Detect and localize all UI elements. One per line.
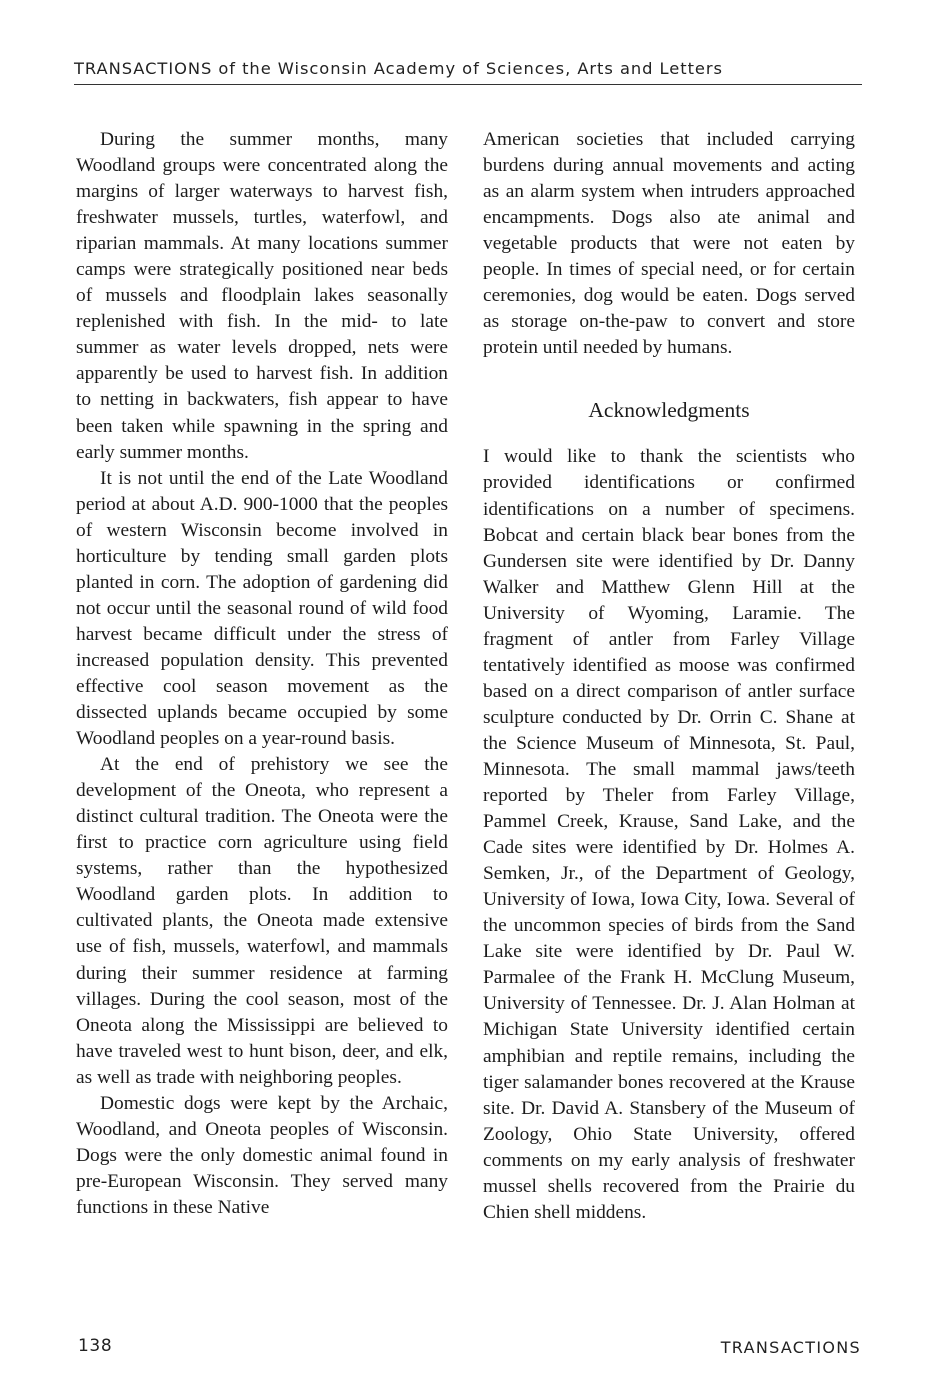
acknowledgments-heading: Acknowledgments <box>588 398 750 423</box>
running-header: TRANSACTIONS of the Wisconsin Academy of Sciences, Arts and Letters <box>74 59 723 78</box>
header-rule <box>74 84 862 85</box>
paragraph-woodland-summer: During the summer months, many Woodland groups were concentrated along the margins of larger waterways to harvest fish, freshwater mussels, turtles, waterfowl, and riparian mammals. At many locations summer camps were strategically positioned near beds of mussels and floodplain lakes seasonally replenished with fish. In the mid- to late summer as water levels dropped, nets were apparently be used to harvest fish. In addition to netting in backwaters, fish appear to have been taken while spawning in the spring and early summer months. <box>76 129 448 463</box>
paragraph-domestic-dogs: Domestic dogs were kept by the Archaic, Woodland, and Oneota peoples of Wisconsin. Dogs were the only domestic animal found in pre-European Wisconsin. They served many functions in these Native <box>76 1092 448 1218</box>
page-number: 138 <box>78 1336 113 1356</box>
paragraph-dogs-continued: American societies that included carrying burdens during annual movements and acting as an alarm system when intruders approached encampments. Dogs also ate animal and vegetable products that were not eaten by people. In times of special need, or for certain ceremonies, dog would be eaten. Dogs served as storage on-the-paw to convert and store protein until needed by humans. <box>483 129 855 359</box>
paragraph-oneota: At the end of prehistory we see the development of the Oneota, who represent a distinct cultural tradition. The Oneota were the first to practice corn agriculture using field systems, rather than the hypothesized Woodland garden plots. In addition to cultivated plants, the Oneota made extensive use of fish, mussels, waterfowl, and mammals during their summer residence at farming villages. During the cool season, most of the Oneota along the Mississippi are believed to have traveled west to hunt bison, deer, and elk, as well as trade with neighboring peoples. <box>76 754 448 1088</box>
left-column <box>76 127 448 1221</box>
footer-journal-name: TRANSACTIONS <box>720 1338 861 1357</box>
paragraph-late-woodland-horticulture: It is not until the end of the Late Woodland period at about A.D. 900-1000 that the peoples of western Wisconsin become involved in horticulture by tending small garden plots planted in corn. The adoption of gardening did not occur until the seasonal round of wild food harvest became difficult under the stress of increased population density. This prevented effective cool season movement as the dissected uplands became occupied by some Woodland peoples on a year-round basis. <box>76 467 448 750</box>
paragraph-acknowledgments: I would like to thank the scientists who provided identifications or confirmed identifications on a number of specimens. Bobcat and certain black bear bones from the Gundersen site were identified by Dr. Danny Walker and Matthew Glenn Hill at the University of Wyoming, Laramie. The fragment of antler from Farley Village tentatively identified as moose was confirmed based on a direct comparison of antler surface sculpture conducted by Dr. Orrin C. Shane at the Science Museum of Minnesota, St. Paul, Minnesota. The small mammal jaws/teeth reported by Theler from Farley Village, Pammel Creek, Krause, Sand Lake, and the Cade sites were identified by Dr. Holmes A. Semken, Jr., of the Department of Geology, University of Iowa, Iowa City, Iowa. Several of the uncommon species of birds from the Sand Lake site were identified by Dr. Paul W. Parmalee of the Frank H. McClung Museum, University of Tennessee. Dr. J. Alan Holman at Michigan State University identified certain amphibian and reptile remains, including the tiger salamander bones recovered at the Krause site. Dr. David A. Stansbery of the Museum of Zoology, Ohio State University, offered comments on my early analysis of freshwater mussel shells recovered from the Prairie du Chien shell middens. <box>483 446 855 1223</box>
right-column <box>483 127 855 1226</box>
